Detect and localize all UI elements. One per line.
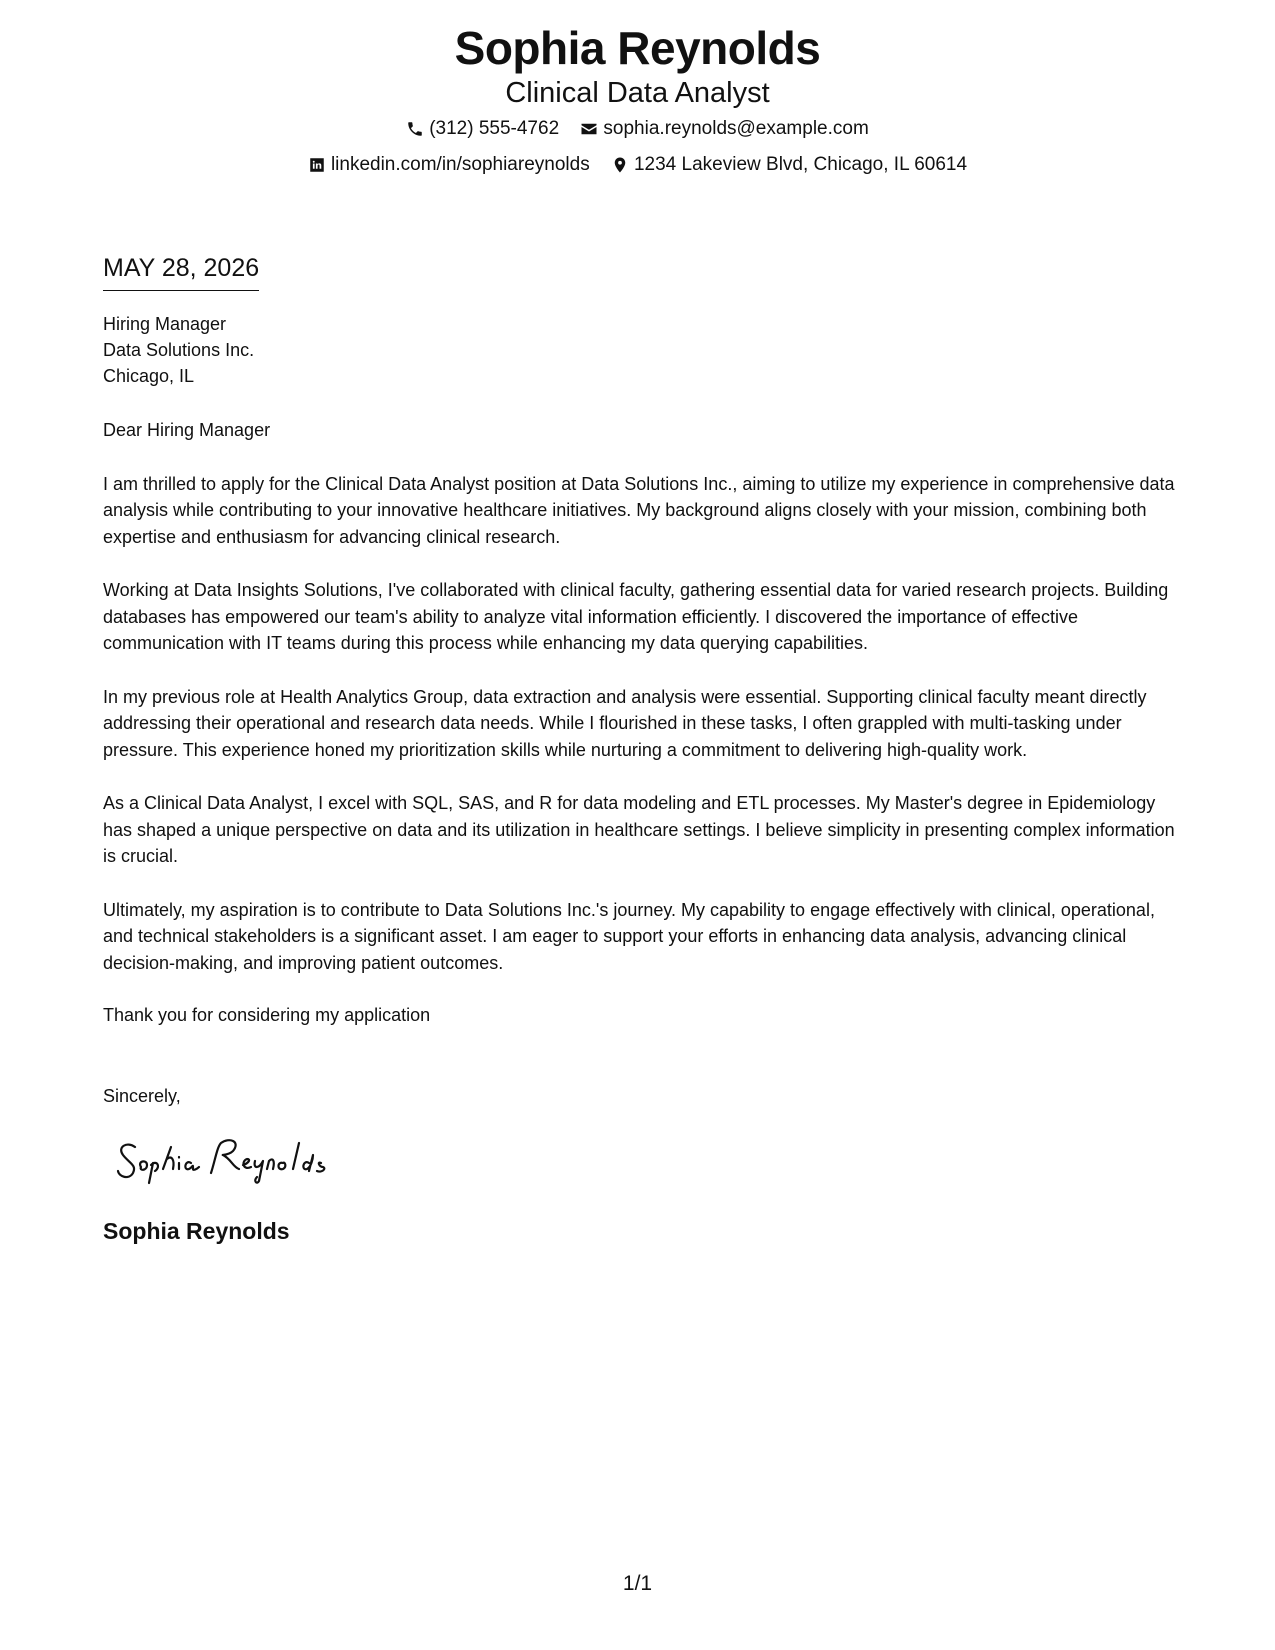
- phone-contact: [406, 114, 559, 144]
- linkedin-icon: [308, 156, 326, 174]
- phone-number: (312) 555-4762: [429, 118, 560, 139]
- recipient-line: Data Solutions Inc.: [103, 340, 255, 360]
- body-paragraph: In my previous role at Health Analytics Group, data extraction and analysis were essential. Supporting clinical faculty meant directly addressing their operational and research data needs. While I flourished in these tasks, I often grappled with multi-tasking under pressure. This experience honed my prioritization skills while nurturing a commitment to delivering high-quality work.: [103, 686, 1147, 760]
- street-address: 1234 Lakeview Blvd, Chicago, IL 60614: [633, 154, 968, 175]
- salutation: Dear Hiring Manager: [103, 420, 271, 440]
- body-paragraph: As a Clinical Data Analyst, I excel with SQL, SAS, and R for data modeling and ETL processes. My Master's degree in Epidemiology has shaped a unique perspective on data and its utilization in healthcare settings. I believe simplicity in presenting complex information is crucial.: [103, 793, 1175, 866]
- recipient-line: Chicago, IL: [103, 366, 195, 386]
- letter-date: MAY 28, 2026: [103, 252, 259, 291]
- recipient-block: [103, 311, 1178, 389]
- body-paragraph: I am thrilled to apply for the Clinical Data Analyst position at Data Solutions Inc., aiming to utilize my experience in comprehensive data analysis while contributing to your innovative healthcare initiatives. My background aligns closely with your mission, combining both expertise and enthusiasm for advancing clinical research.: [103, 473, 1175, 547]
- applicant-title: Clinical Data Analyst: [505, 77, 770, 109]
- address-contact: [611, 150, 967, 180]
- linkedin-contact: [308, 150, 590, 180]
- signer-name: Sophia Reynolds: [103, 1217, 290, 1244]
- body-paragraph: Ultimately, my aspiration is to contribute to Data Solutions Inc.'s journey. My capability to engage effectively with clinical, operational, and technical stakeholders is a significant asset. I am eager to support your efforts in enhancing data analysis, advancing clinical decision-making, and improving patient outcomes.: [103, 899, 1155, 973]
- contact-row-primary: [0, 114, 1275, 148]
- email-contact: [580, 114, 868, 144]
- handwritten-signature: [113, 1133, 373, 1185]
- envelope-icon: [580, 120, 598, 138]
- linkedin-url: linkedin.com/in/sophiareynolds: [330, 154, 590, 175]
- map-pin-icon: [611, 156, 629, 174]
- closing-salutation: Sincerely,: [103, 1085, 181, 1106]
- letter-body: [103, 252, 1178, 1245]
- applicant-name: Sophia Reynolds: [454, 22, 821, 74]
- body-paragraph: Working at Data Insights Solutions, I've collaborated with clinical faculty, gathering essential data for varied research projects. Building databases has empowered our team's ability to analyze vital information efficiently. I discovered the importance of effective communication with IT teams during this process while enhancing my data querying capabilities.: [103, 580, 1169, 653]
- recipient-line: Hiring Manager: [103, 314, 227, 334]
- email-address: sophia.reynolds@example.com: [603, 118, 869, 139]
- letter-header: [0, 20, 1275, 184]
- phone-icon: [406, 120, 424, 138]
- closing-thanks: Thank you for considering my application: [103, 1005, 431, 1025]
- page-number: 1/1: [622, 1572, 653, 1595]
- contact-row-secondary: [0, 150, 1275, 184]
